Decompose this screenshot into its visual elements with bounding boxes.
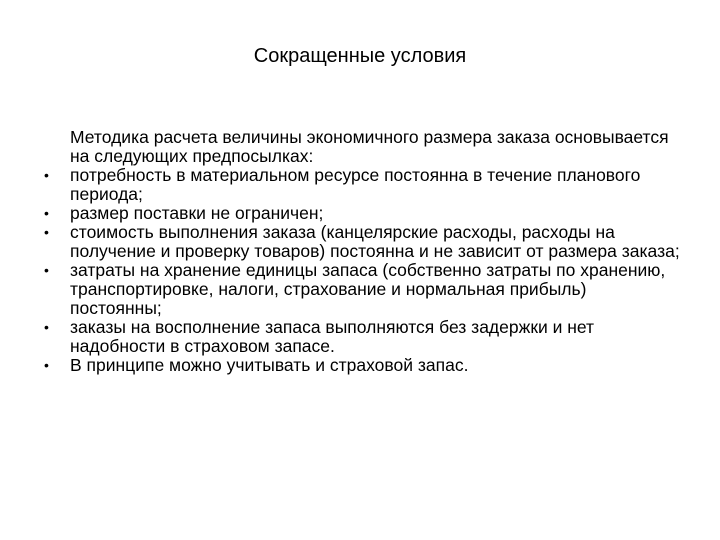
intro-text: Методика расчета величины экономичного размера заказа основывается на следующих предпосылках: bbox=[70, 127, 669, 166]
bullet-icon: • bbox=[44, 319, 49, 335]
list-item-text: затраты на хранение единицы запаса (собственно затраты по хранению, транспортировке, налоги, страхование и нормальная прибыль) постоянны; bbox=[70, 260, 666, 318]
bullet-icon: • bbox=[44, 167, 49, 183]
list-item bbox=[42, 356, 682, 375]
bullet-icon: • bbox=[44, 224, 49, 240]
list-item bbox=[42, 318, 682, 356]
bullet-icon: • bbox=[44, 262, 49, 278]
list-item-text: размер поставки не ограничен; bbox=[70, 203, 324, 223]
bullet-icon: • bbox=[44, 205, 49, 221]
list-item-text: потребность в материальном ресурсе постоянна в течение планового периода; bbox=[70, 165, 641, 204]
list-item-text: стоимость выполнения заказа (канцелярские расходы, расходы на получение и проверку товаров) постоянна и не зависит от размера заказа; bbox=[70, 222, 680, 261]
list-item-text: В принципе можно учитывать и страховой запас. bbox=[70, 355, 469, 375]
slide-content bbox=[42, 128, 682, 375]
bullet-list bbox=[42, 166, 682, 375]
list-item bbox=[42, 204, 682, 223]
list-item-text: заказы на восполнение запаса выполняются без задержки и нет надобности в страховом запасе. bbox=[70, 317, 595, 356]
bullet-icon: • bbox=[44, 357, 49, 373]
list-item bbox=[42, 261, 682, 318]
slide-title: Сокращенные условия bbox=[253, 45, 467, 67]
list-item bbox=[42, 166, 682, 204]
list-item bbox=[42, 223, 682, 261]
